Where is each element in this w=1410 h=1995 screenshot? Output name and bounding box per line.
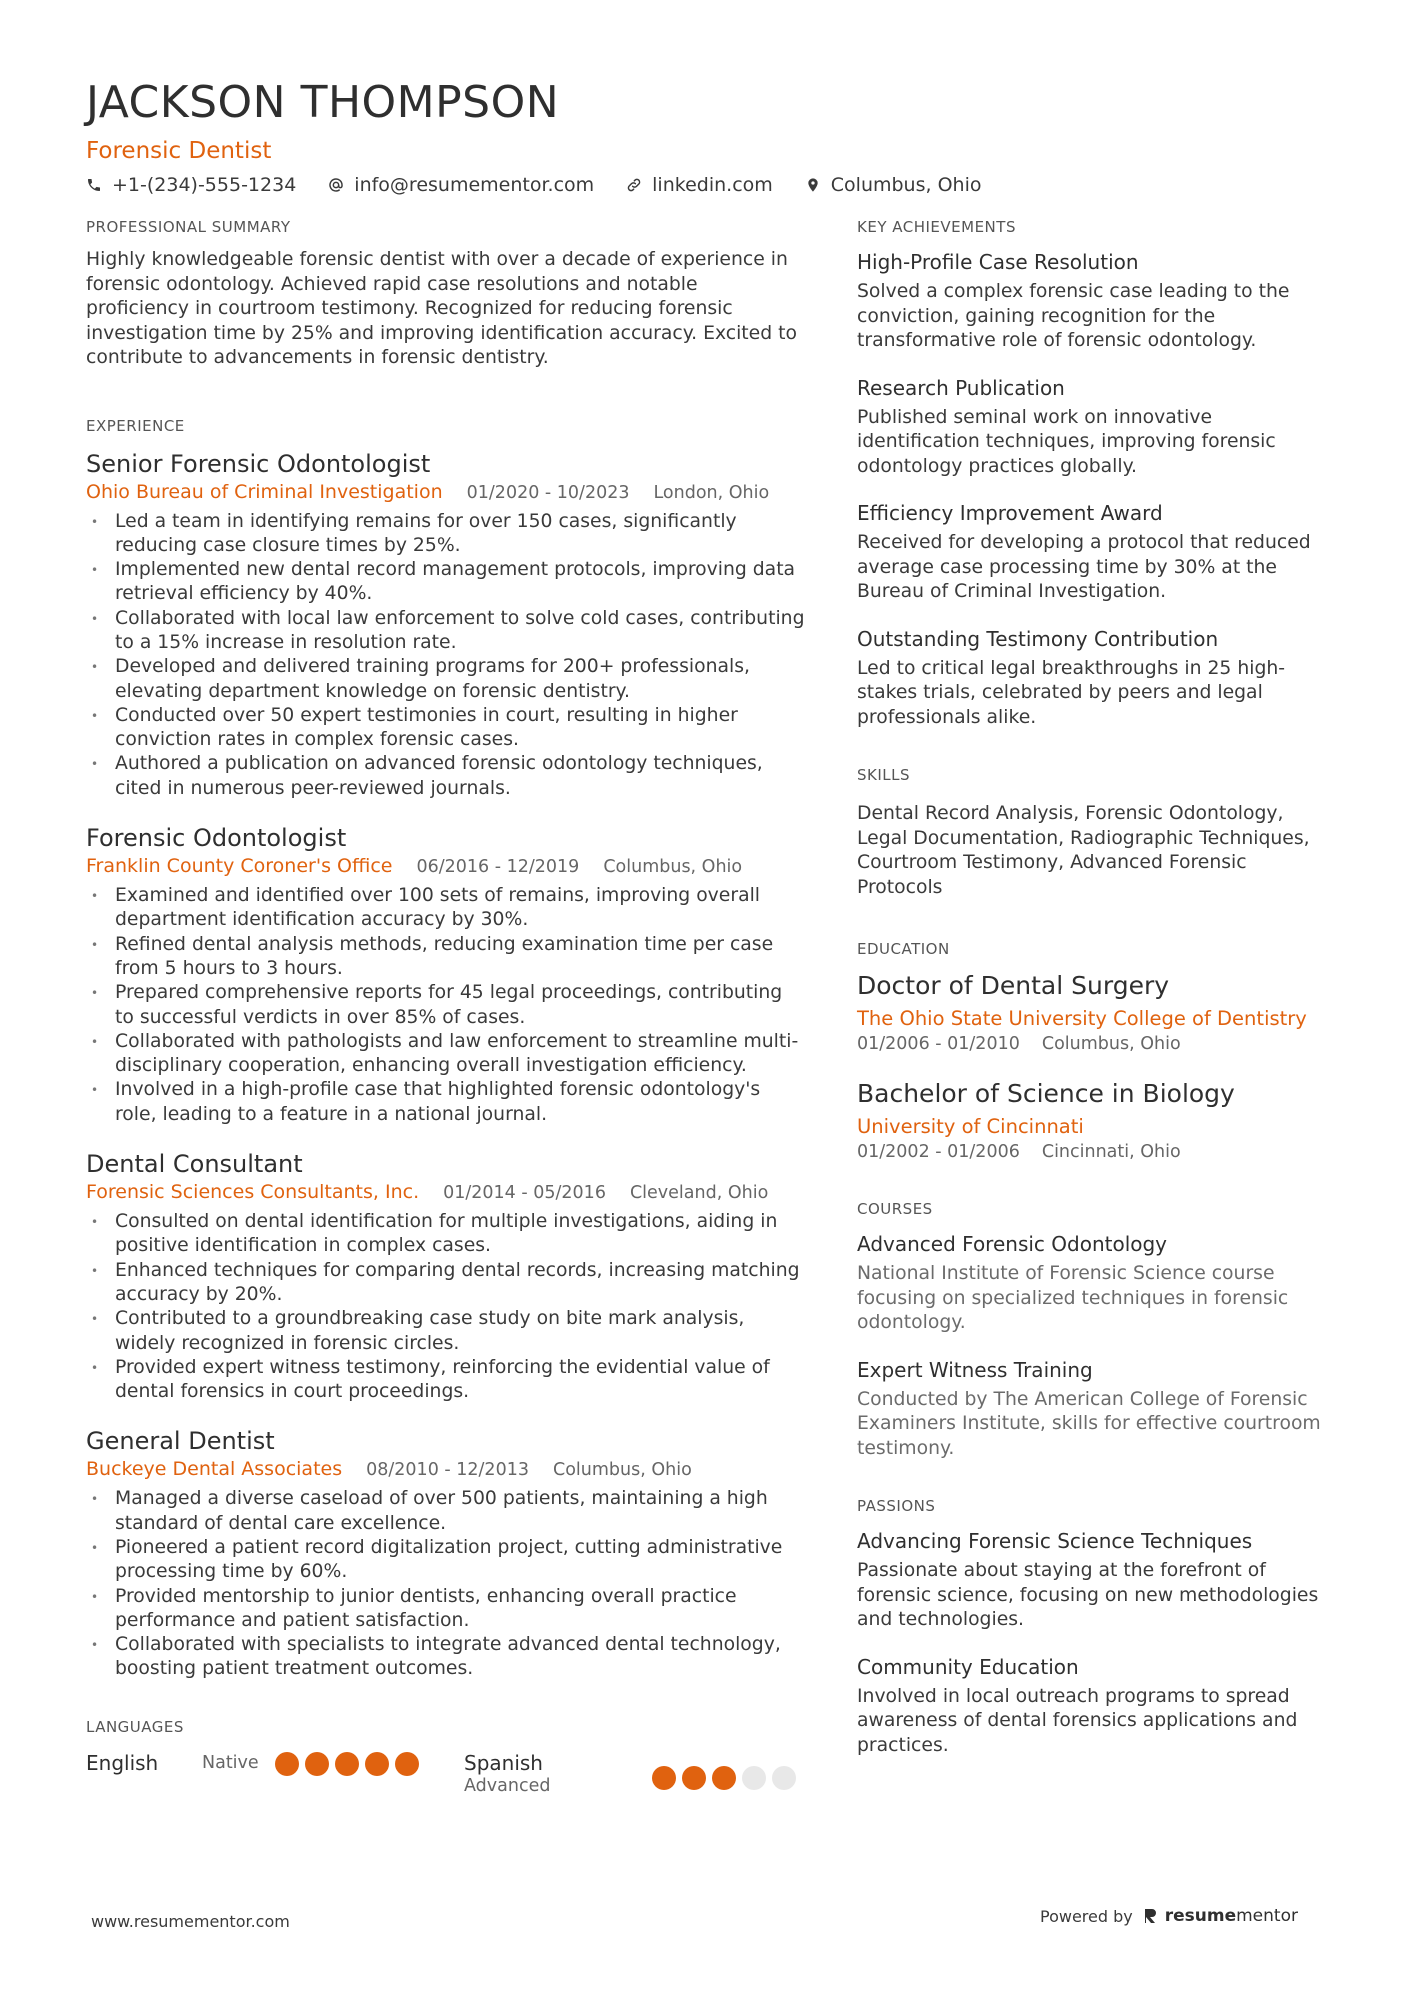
job-title: Forensic Odontologist [86, 824, 347, 853]
phone-text: +1-(234)-555-1234 [112, 174, 297, 196]
course-text: Conducted by The American College of Forensic Examiners Institute, skills for effective courtroom testimony. [857, 1388, 1321, 1459]
summary-section [86, 218, 806, 371]
job-bullet: • Implemented new dental record management protocols, improving data retrieval efficiency by 40%. [86, 558, 806, 607]
contact-linkedin[interactable] [626, 174, 773, 196]
rating-dot-empty [772, 1766, 796, 1790]
job-bullets [86, 510, 806, 802]
education-item [857, 970, 1337, 1056]
rating-dot-filled [682, 1766, 706, 1790]
job-company: Buckeye Dental Associates [86, 1458, 343, 1481]
job-bullet: • Refined dental analysis methods, reducing examination time per case from 5 hours to 3 hours. [86, 933, 806, 982]
job-bullets [86, 884, 806, 1127]
course-item [857, 1356, 1337, 1462]
rating-dot-filled [275, 1752, 299, 1776]
passion-title: Advancing Forensic Science Techniques [857, 1529, 1253, 1553]
contact-bar [86, 174, 1326, 196]
job-location: Cleveland, Ohio [629, 1183, 769, 1204]
summary-text: Highly knowledgeable forensic dentist with over a decade of experience in forensic odontology. Achieved rapid case resolutions and notable proficiency in courtroom testimony. Recognized for reducing forensic investigation time by 25% and improving identification accuracy. Excited to contribute to advancements in forensic dentistry. [86, 249, 797, 368]
job-dates: 01/2014 - 05/2016 [443, 1183, 606, 1204]
experience-section [86, 417, 806, 1682]
job-bullets [86, 1487, 806, 1681]
brand-bold-text: resume [1164, 1906, 1237, 1926]
achievement-text: Published seminal work on innovative identification techniques, improving forensic odontology practices globally. [857, 406, 1276, 477]
job-bullet: • Enhanced techniques for comparing dental records, increasing matching accuracy by 20%. [86, 1259, 806, 1308]
achievement-list [857, 248, 1337, 730]
footer-website[interactable]: www.resumementor.com [91, 1912, 290, 1931]
language-level: Advanced [464, 1775, 551, 1796]
job-bullet: • Examined and identified over 100 sets of remains, improving overall department identification accuracy by 30%. [86, 884, 806, 933]
job-company: Ohio Bureau of Criminal Investigation [86, 480, 443, 503]
education-school: The Ohio State University College of Dentistry [857, 1007, 1307, 1030]
job-location: Columbus, Ohio [603, 857, 743, 878]
job-bullet: • Consulted on dental identification for multiple investigations, aiding in positive identification in complex cases. [86, 1210, 806, 1259]
job-bullet: • Developed and delivered training programs for 200+ professionals, elevating department knowledge on forensic dentistry. [86, 655, 806, 704]
job-location: London, Ohio [653, 482, 770, 503]
job-bullet: • Provided expert witness testimony, reinforcing the evidential value of dental forensics in court proceedings. [86, 1356, 806, 1405]
job-bullet: • Conducted over 50 expert testimonies in court, resulting in higher conviction rates in complex forensic cases. [86, 704, 806, 753]
achievement-title: Outstanding Testimony Contribution [857, 626, 1219, 651]
footer-branding [1040, 1906, 1298, 1926]
job-bullet: • Involved in a high-profile case that highlighted forensic odontology's role, leading to a feature in a national journal. [86, 1078, 806, 1127]
right-column [857, 218, 1337, 1802]
job-bullet: • Authored a publication on advanced forensic odontology techniques, cited in numerous peer-reviewed journals. [86, 752, 806, 801]
education-heading: EDUCATION [857, 940, 950, 958]
brand-light-text: mentor [1236, 1906, 1298, 1926]
linkedin-text: linkedin.com [652, 174, 773, 196]
job-entry [86, 1149, 806, 1404]
resume-header [86, 76, 1326, 196]
education-school: University of Cincinnati [857, 1115, 1084, 1138]
education-location: Columbus, Ohio [1041, 1034, 1181, 1054]
rating-dot-filled [652, 1766, 676, 1790]
job-title: General Dentist [86, 1427, 275, 1456]
achievement-title: Efficiency Improvement Award [857, 501, 1163, 525]
language-item [86, 1750, 464, 1776]
education-meta [857, 1140, 1337, 1164]
job-bullets [86, 1210, 806, 1404]
job-meta [86, 853, 806, 880]
job-meta [86, 1456, 806, 1483]
rating-dot-filled [712, 1766, 736, 1790]
left-column [86, 218, 806, 1840]
course-list [857, 1230, 1337, 1461]
candidate-role: Forensic Dentist [86, 138, 272, 164]
job-entry [86, 449, 806, 802]
education-degree: Doctor of Dental Surgery [857, 971, 1170, 1000]
course-title: Expert Witness Training [857, 1357, 1093, 1382]
course-item [857, 1230, 1337, 1336]
passion-item [857, 1653, 1337, 1759]
email-text: info@resumementor.com [354, 174, 595, 196]
contact-phone[interactable] [86, 174, 296, 196]
job-dates: 06/2016 - 12/2019 [416, 857, 580, 878]
link-icon [626, 177, 642, 193]
job-bullet: • Provided mentorship to junior dentists, enhancing overall practice performance and patient satisfaction. [86, 1585, 806, 1634]
job-bullet: • Managed a diverse caseload of over 500 patients, maintaining a high standard of dental care excellence. [86, 1487, 806, 1536]
achievement-item [857, 499, 1337, 605]
contact-location [805, 174, 982, 196]
job-bullet: • Collaborated with pathologists and law enforcement to streamline multi-disciplinary cooperation, enhancing overall investigation efficiency. [86, 1030, 806, 1079]
education-meta [857, 1032, 1337, 1056]
achievement-text: Led to critical legal breakthroughs in 25 high-stakes trials, celebrated by peers and legal professionals alike. [857, 657, 1286, 728]
job-bullet: • Contributed to a groundbreaking case study on bite mark analysis, widely recognized in forensic circles. [86, 1307, 806, 1356]
passion-list [857, 1527, 1337, 1758]
job-meta [86, 479, 806, 506]
rating-dot-filled [395, 1752, 419, 1776]
job-entry [86, 823, 806, 1127]
contact-email[interactable] [328, 174, 594, 196]
course-text: National Institute of Forensic Science course focusing on specialized techniques in forensic odontology. [857, 1263, 1289, 1333]
job-title: Dental Consultant [86, 1150, 303, 1179]
language-name: Spanish [464, 1750, 543, 1775]
skills-heading: SKILLS [857, 766, 911, 784]
job-bullet: • Led a team in identifying remains for over 150 cases, significantly reducing case closure times by 25%. [86, 510, 806, 559]
rating-dot-filled [335, 1752, 359, 1776]
language-item [464, 1750, 806, 1796]
passions-heading: PASSIONS [857, 1497, 936, 1515]
passion-text: Passionate about staying at the forefront of forensic science, focusing on new methodologies and technologies. [857, 1560, 1319, 1630]
education-item [857, 1078, 1337, 1164]
rating-dot-filled [365, 1752, 389, 1776]
skills-text: Dental Record Analysis, Forensic Odontology, Legal Documentation, Radiographic Techniques, Courtroom Testimony, Advanced Forensic Protocols [857, 803, 1310, 898]
language-name: English [86, 1750, 159, 1775]
language-rating [275, 1750, 419, 1776]
achievements-section [857, 218, 1337, 730]
language-rating [652, 1750, 796, 1790]
language-list [86, 1750, 806, 1796]
job-location: Columbus, Ohio [552, 1460, 692, 1481]
job-title: Senior Forensic Odontologist [86, 449, 431, 478]
job-entry [86, 1426, 806, 1681]
languages-heading: LANGUAGES [86, 1717, 184, 1736]
passion-title: Community Education [857, 1654, 1079, 1679]
skills-section [857, 766, 1337, 900]
course-title: Advanced Forensic Odontology [857, 1232, 1168, 1256]
languages-section [86, 1718, 806, 1796]
rating-dot-empty [742, 1766, 766, 1790]
job-bullet: • Pioneered a patient record digitalization project, cutting administrative processing time by 60%. [86, 1536, 806, 1585]
passion-text: Involved in local outreach programs to spread awareness of dental forensics applications and practices. [857, 1685, 1298, 1756]
passion-item [857, 1527, 1337, 1633]
job-meta [86, 1179, 806, 1206]
phone-icon [86, 177, 102, 193]
job-dates: 08/2010 - 12/2013 [366, 1460, 529, 1481]
achievement-text: Received for developing a protocol that reduced average case processing time by 30% at the Bureau of Criminal Investigation. [857, 532, 1311, 602]
job-bullet: • Collaborated with specialists to integrate advanced dental technology, boosting patient treatment outcomes. [86, 1633, 806, 1682]
resumementor-logo-icon [1143, 1907, 1159, 1925]
achievement-item [857, 374, 1337, 480]
job-company: Forensic Sciences Consultants, Inc. [86, 1181, 420, 1204]
achievement-title: Research Publication [857, 375, 1065, 400]
job-company: Franklin County Coroner's Office [86, 855, 393, 878]
job-dates: 01/2020 - 10/2023 [466, 482, 630, 503]
passions-section [857, 1497, 1337, 1758]
brand-logo[interactable] [1143, 1906, 1298, 1926]
powered-by-label: Powered by [1040, 1906, 1133, 1926]
rating-dot-filled [305, 1752, 329, 1776]
at-icon [328, 177, 344, 193]
language-level: Native [202, 1752, 259, 1773]
job-bullet: • Prepared comprehensive reports for 45 legal proceedings, contributing to successful verdicts in over 85% of cases. [86, 981, 806, 1030]
courses-section [857, 1200, 1337, 1461]
achievement-title: High-Profile Case Resolution [857, 250, 1139, 274]
achievements-heading: KEY ACHIEVEMENTS [857, 218, 1016, 236]
education-degree: Bachelor of Science in Biology [857, 1079, 1235, 1108]
education-location: Cincinnati, Ohio [1041, 1142, 1181, 1162]
job-bullet: • Collaborated with local law enforcement to solve cold cases, contributing to a 15% increase in resolution rate. [86, 607, 806, 656]
education-dates: 01/2002 - 01/2006 [857, 1142, 1020, 1162]
courses-heading: COURSES [857, 1200, 933, 1218]
location-pin-icon [805, 177, 821, 193]
experience-heading: EXPERIENCE [86, 416, 185, 435]
achievement-text: Solved a complex forensic case leading to the conviction, gaining recognition for the transformative role of forensic odontology. [857, 281, 1290, 351]
job-list [86, 449, 806, 1682]
education-dates: 01/2006 - 01/2010 [857, 1034, 1020, 1054]
achievement-item [857, 248, 1337, 354]
location-text: Columbus, Ohio [830, 174, 982, 196]
achievement-item [857, 625, 1337, 731]
candidate-name: JACKSON THOMPSON [86, 77, 560, 128]
education-section [857, 940, 1337, 1164]
education-list [857, 970, 1337, 1164]
summary-heading: PROFESSIONAL SUMMARY [86, 218, 291, 236]
